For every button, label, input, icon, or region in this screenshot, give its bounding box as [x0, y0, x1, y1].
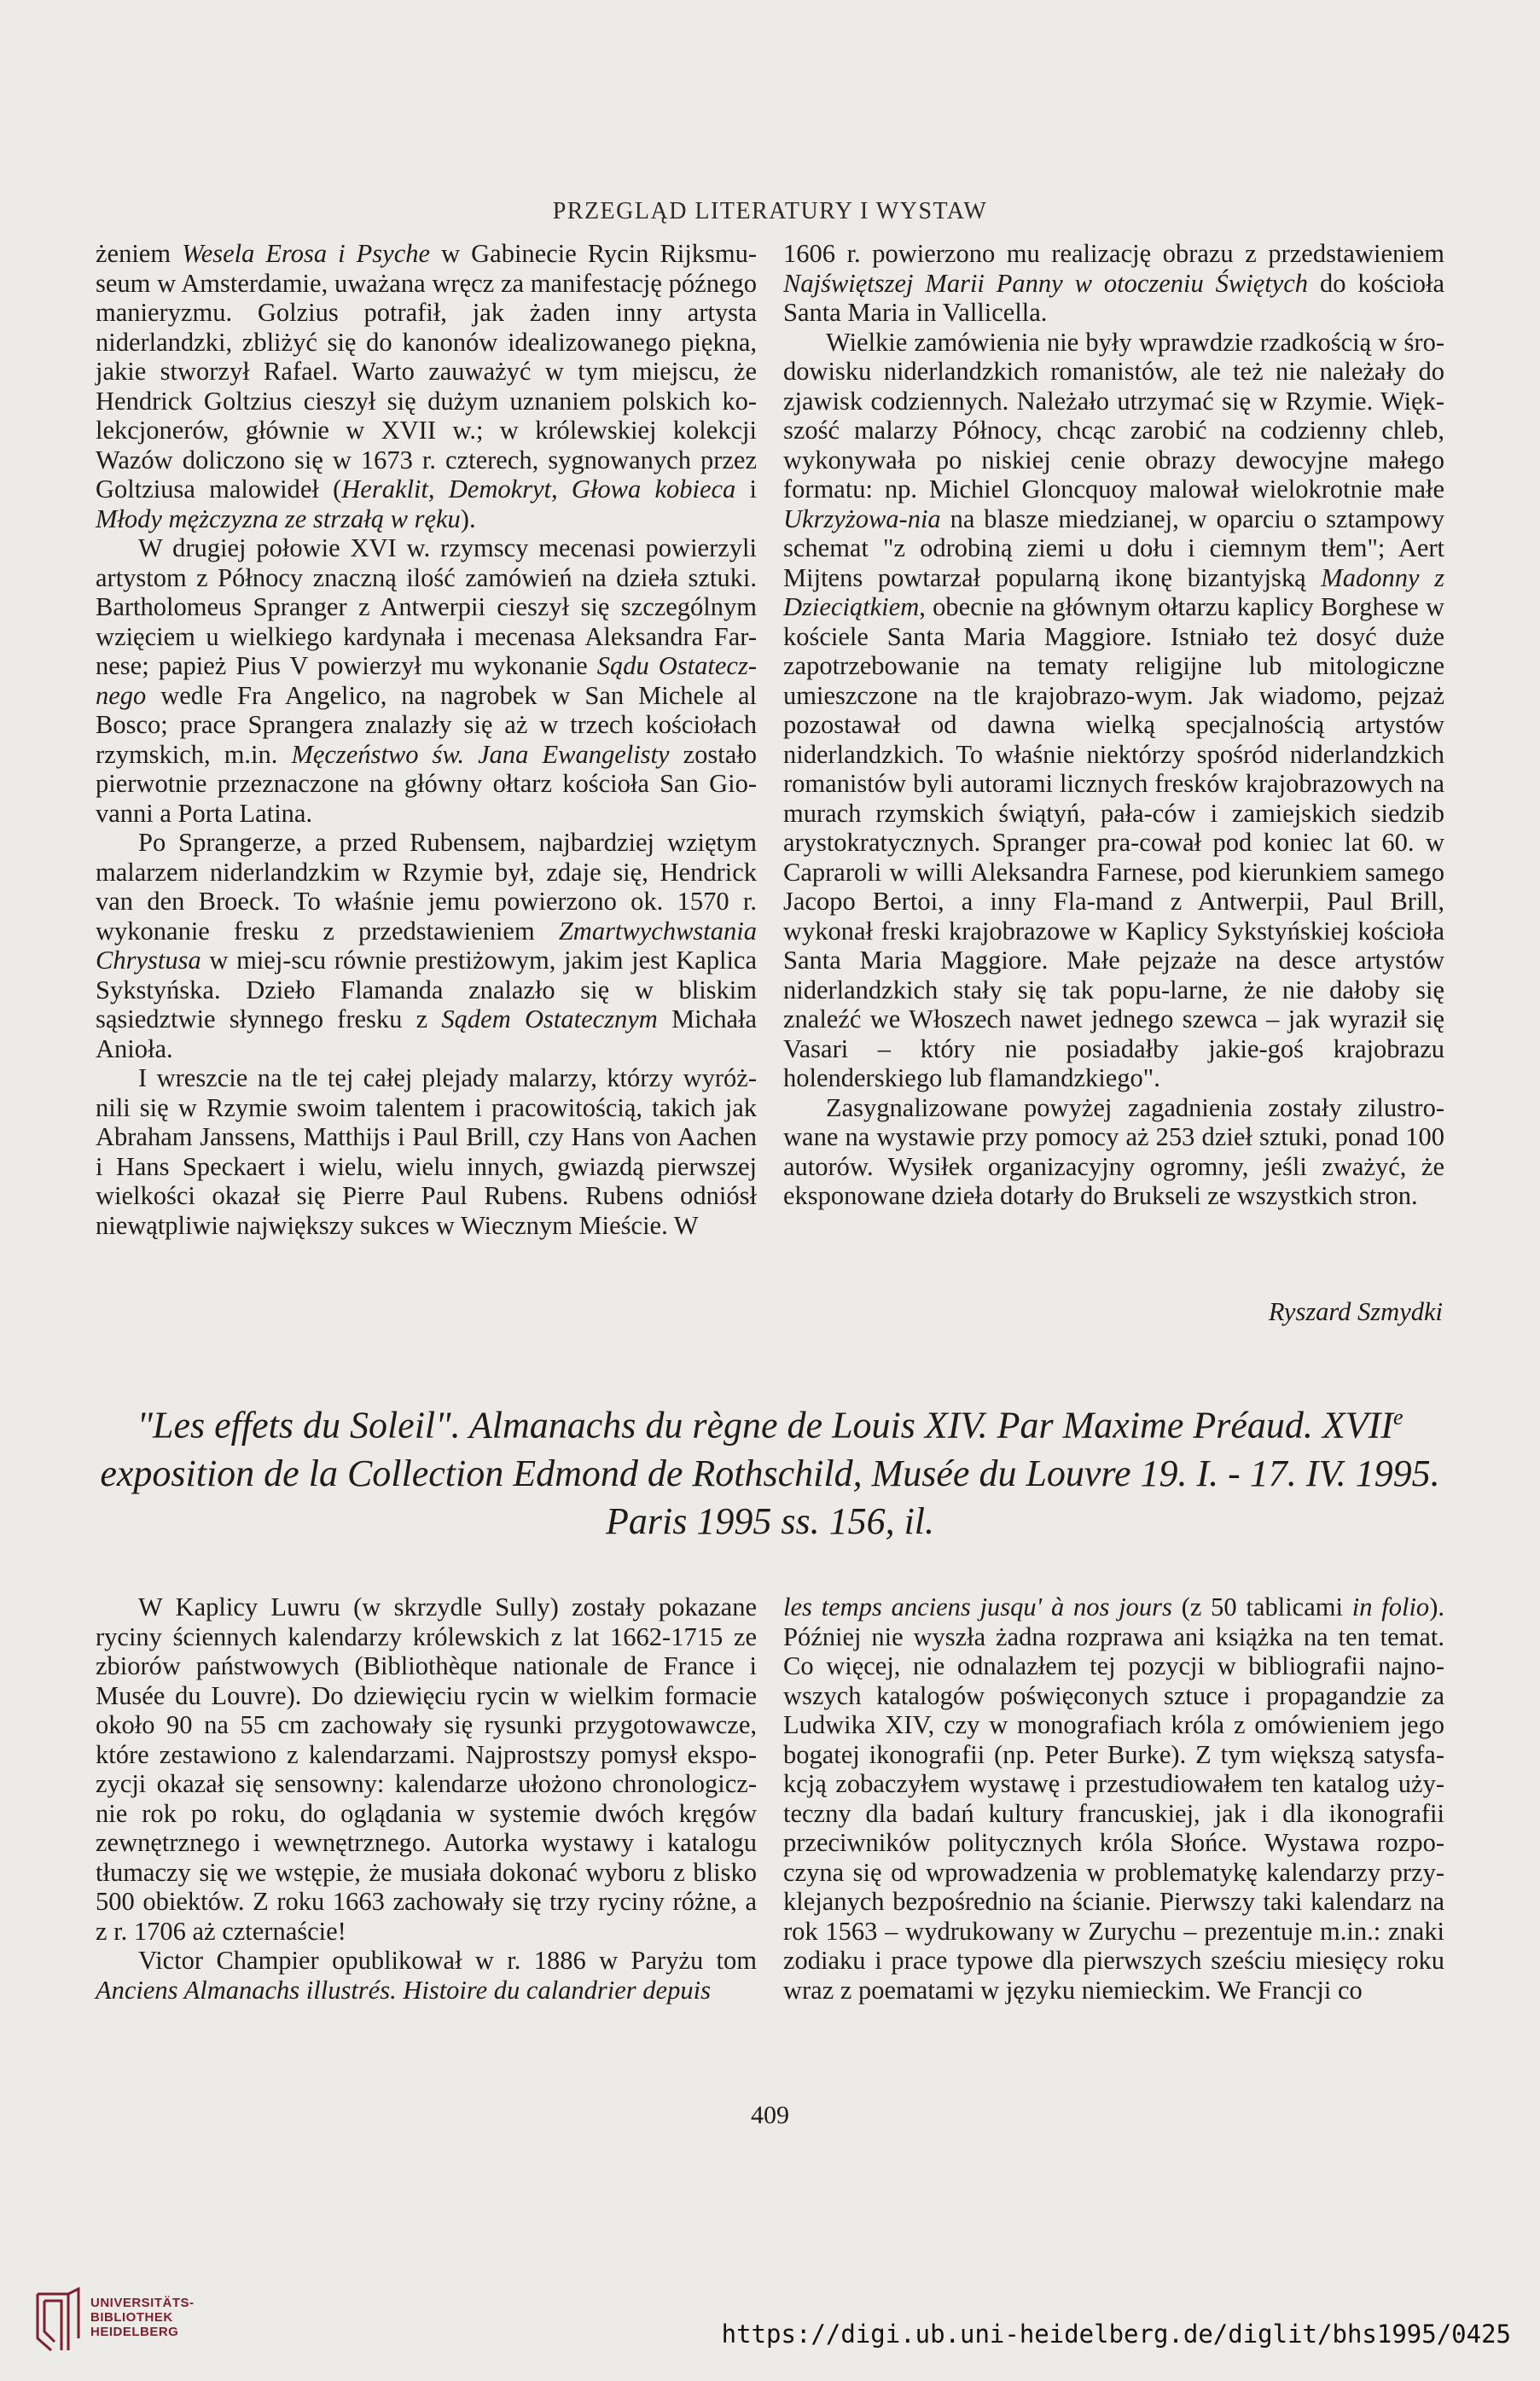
running-head: PRZEGLĄD LITERATURY I WYSTAW: [552, 198, 988, 224]
review2-title-line3: Paris 1995 ss. 156, il.: [605, 1499, 935, 1542]
paragraph: Wielkie zamówienia nie były wprawdzie rzadkością w śro-dowisku niderlandzkich romanistów, ale też nie należały do zjawisk codziennych. Należało utrzymać się w Rzymie. Więk-szość malarzy Północy, chcąc zarobić na codzienny chleb, wykonywała po niskiej cenie obrazy dewocyjne małego formatu: np. Michiel Gloncquoy malował wielokrotnie małe Ukrzyżowa-nia na blasze miedzianej, w oparciu o sztampowy schemat "z odrobiną ziemi u dołu i ciemnym tłem"; Aert Mijtens powtarzał popularną ikonę bizantyjską Madonny z Dzieciątkiem, obecnie na głównym ołtarzu kaplicy Borghese w kościele Santa Maria Maggiore. Istniało też dosyć duże zapotrzebowanie na tematy religijne lub mitologiczne umieszczone na tle krajobrazo-wym. Jak wiadomo, pejzaż pozostawał od dawna wielką specjalnością artystów niderlandzkich. To właśnie niektórzy spośród niderlandzkich romanistów byli autorami licznych fresków krajobrazowych na murach rzymskich świątyń, pała-ców i zamiejskich siedzib arystokratycznych. Spranger pra-cował pod koniec lat 60. w Capraroli w willi Aleksandra Farnese, pod kierunkiem samego Jacopo Bertoi, a inny Fla-mand z Antwerpii, Paul Brill, wykonał freski krajobrazowe w Kaplicy Sykstyńskiej kościoła Santa Maria Maggiore. Małe pejzaże na desce artystów niderlandzkich stały się tak popu-larne, że nie dałoby się znaleźć we Włoszech nawet jednego szewca – jak wyraził się Vasari – który nie posiadałby jakie-goś krajobrazu holenderskiego lub flamandzkiego".: [783, 327, 1444, 1092]
review-signature: Ryszard Szmydki: [1268, 1297, 1443, 1326]
logo-line-2: BIBLIOTHEK: [90, 2310, 173, 2325]
library-logo[interactable]: [34, 2287, 230, 2355]
source-url-link[interactable]: https://digi.ub.uni-heidelberg.de/diglit/bhs1995/0425: [721, 2320, 1511, 2349]
paragraph: Victor Champier opublikował w r. 1886 w Paryżu tom Anciens Almanachs illustrés. Histoire du calandrier depuis: [96, 1946, 757, 2005]
paragraph: les temps anciens jusqu' à nos jours (z 50 tablicami in folio). Później nie wyszła żadna rozprawa ani książka na ten temat. Co więcej, nie odnalazłem tej pozycji w bibliografii najno-wszych katalogów poświęconych sztuce i propagandzie za Ludwika XIV, czy w monografiach króla z omówieniem jego bogatej ikonografii (np. Peter Burke). Z tym większą satysfa-kcją zobaczyłem wystawę i przestudiowałem ten katalog uży-teczny dla badań kultury francuskiej, jak i dla ikonografii przeciwników politycznych króla Słońce. Wystawa rozpo-czyna się od wprowadzenia w problematykę kalendarzy przy-klejanych bezpośrednio na ścianie. Pierwszy taki kalendarz na rok 1563 – wydrukowany w Zurychu – prezentuje m.in.: znaki zodiaku i prace typowe dla pierwszych sześciu miesięcy roku wraz z poematami w języku niemieckim. We Francji co: [783, 1592, 1444, 2005]
logo-line-1: UNIVERSITÄTS-: [90, 2296, 195, 2310]
review2-title-line1: "Les effets du Soleil". Almanachs du règne de Louis XIV. Par Maxime Préaud. XVIIe: [137, 1404, 1403, 1447]
paragraph: żeniem Wesela Erosa i Psyche w Gabinecie Rycin Rijksmu-seum w Amsterdamie, uważana wręcz za manifestację późnego manieryzmu. Golzius potrafił, jak żaden inny artysta niderlandzki, zbliżyć się do kanonów idealizowanego piękna, jakie stworzył Rafael. Warto zauważyć w tym miejscu, że Hendrick Goltzius cieszył się dużym uznaniem polskich ko-lekcjonerów, głównie w XVII w.; w królewskiej kolekcji Wazów doliczono się w 1673 r. czterech, sygnowanych przez Goltziusa malowideł (Heraklit, Demokryt, Głowa kobieca i Młody mężczyzna ze strzałą w ręku).: [96, 239, 757, 533]
paragraph: I wreszcie na tle tej całej plejady malarzy, którzy wyróż-nili się w Rzymie swoim talentem i pracowitością, takich jak Abraham Janssens, Matthijs i Paul Brill, czy Hans von Aachen i Hans Speckaert i wielu, wielu innych, gwiazdą pierwszej wielkości okazał się Pierre Paul Rubens. Rubens odniósł niewątpliwie największy sukces w Wiecznym Mieście. W: [96, 1063, 757, 1240]
review2-title: [77, 1394, 1463, 1546]
review2-left-column: [96, 1592, 757, 2005]
review1-right-column: [783, 239, 1444, 1211]
library-logo-text: [90, 2296, 195, 2339]
paragraph: Po Sprangerze, a przed Rubensem, najbardziej wziętym malarzem niderlandzkim w Rzymie był, zdaje się, Hendrick van den Broeck. To właśnie jemu powierzono ok. 1570 r. wykonanie fresku z przedstawieniem Zmartwychwstania Chrystusa w miej-scu równie prestiżowym, jakim jest Kaplica Sykstyńska. Dzieło Flamanda znalazło się w bliskim sąsiedztwie słynnego fresku z Sądem Ostatecznym Michała Anioła.: [96, 828, 757, 1063]
review2-title-line2: exposition de la Collection Edmond de Rothschild, Musée du Louvre 19. I. - 17. IV. 1995.: [100, 1452, 1440, 1494]
paragraph: 1606 r. powierzono mu realizację obrazu z przedstawieniem Najświętszej Marii Panny w otoczeniu Świętych do kościoła Santa Maria in Vallicella.: [783, 239, 1444, 327]
paragraph: W Kaplicy Luwru (w skrzydle Sully) zostały pokazane ryciny ściennych kalendarzy królewskich z lat 1662-1715 ze zbiorów państwowych (Bibliothèque nationale de France i Musée du Louvre). Do dziewięciu rycin w wielkim formacie około 90 na 55 cm zachowały się rysunki przygotowawcze, które zestawiono z kalendarzami. Najprostszy pomysł ekspo-zycji okazał się sensowny: kalendarze ułożono chronologicz-nie rok po roku, do oglądania w systemie dwóch kręgów zewnętrznego i wewnętrznego. Autorka wystawy i katalogu tłumaczy się we wstępie, że musiała dokonać wyboru z blisko 500 obiektów. Z roku 1663 zachowały się trzy ryciny różne, a z r. 1706 aż czternaście!: [96, 1592, 757, 1946]
library-logo-icon: [34, 2287, 82, 2354]
paragraph: Zasygnalizowane powyżej zagadnienia zostały zilustro-wane na wystawie przy pomocy aż 253 dzieł sztuki, ponad 100 autorów. Wysiłek organizacyjny ogromny, jeśli zważyć, że eksponowane dzieła dotarły do Brukseli ze wszystkich stron.: [783, 1092, 1444, 1210]
review2-right-column: [783, 1592, 1444, 2005]
paragraph: W drugiej połowie XVI w. rzymscy mecenasi powierzyli artystom z Północy znaczną ilość zamówień na dzieła sztuki. Bartholomeus Spranger z Antwerpii cieszył się szczególnym wzięciem u wielkiego kardynała i mecenasa Aleksandra Far-nese; papież Pius V powierzył mu wykonanie Sądu Ostatecz-nego wedle Fra Angelico, na nagrobek w San Michele al Bosco; prace Sprangera znalazły się aż w trzech kościołach rzymskich, m.in. Męczeństwo św. Jana Ewangelisty zostało pierwotnie przeznaczone na główny ołtarz kościoła San Gio-vanni a Porta Latina.: [96, 533, 757, 828]
review1-left-column: [96, 239, 757, 1240]
logo-line-3: HEIDELBERG: [90, 2325, 179, 2339]
page-number: 409: [751, 2101, 789, 2129]
